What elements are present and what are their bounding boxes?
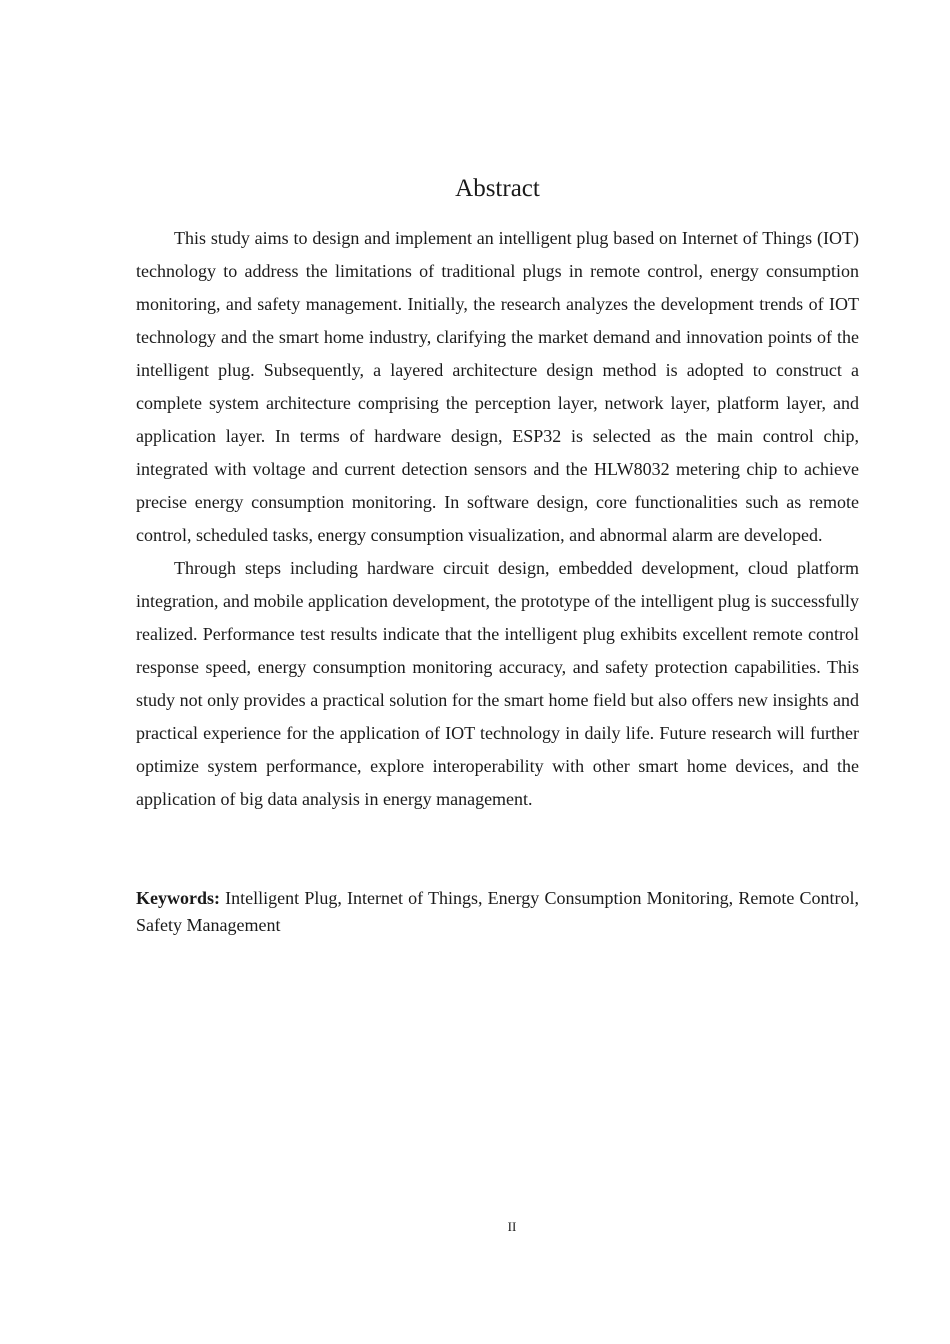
abstract-body [136, 222, 859, 816]
keywords-line [136, 885, 859, 939]
abstract-paragraph-2: Through steps including hardware circuit design, embedded development, cloud platform integration, and mobile application development, the prototype of the intelligent plug is successfully realized. Performance test results indicate that the intelligent plug exhibits excellent remote control response speed, energy consumption monitoring accuracy, and safety protection capabilities. This study not only provides a practical solution for the smart home field but also offers new insights and practical experience for the application of IOT technology in daily life. Future research will further optimize system performance, explore interoperability with other smart home devices, and the application of big data analysis in energy management. [136, 558, 859, 809]
abstract-paragraph-1: This study aims to design and implement an intelligent plug based on Internet of Things (IOT) technology to address the limitations of traditional plugs in remote control, energy consumption monitoring, and safety management. Initially, the research analyzes the development trends of IOT technology and the smart home industry, clarifying the market demand and innovation points of the intelligent plug. Subsequently, a layered architecture design method is adopted to construct a complete system architecture comprising the perception layer, network layer, platform layer, and application layer. In terms of hardware design, ESP32 is selected as the main control chip, integrated with voltage and current detection sensors and the HLW8032 metering chip to achieve precise energy consumption monitoring. In software design, core functionalities such as remote control, scheduled tasks, energy consumption visualization, and abnormal alarm are developed. [136, 228, 859, 545]
page-number: II [507, 1219, 517, 1234]
keywords-label: Keywords: [136, 888, 220, 908]
abstract-title: Abstract [455, 175, 540, 202]
keywords-list: Intelligent Plug, Internet of Things, Energy Consumption Monitoring, Remote Control, Safety Management [136, 888, 859, 935]
